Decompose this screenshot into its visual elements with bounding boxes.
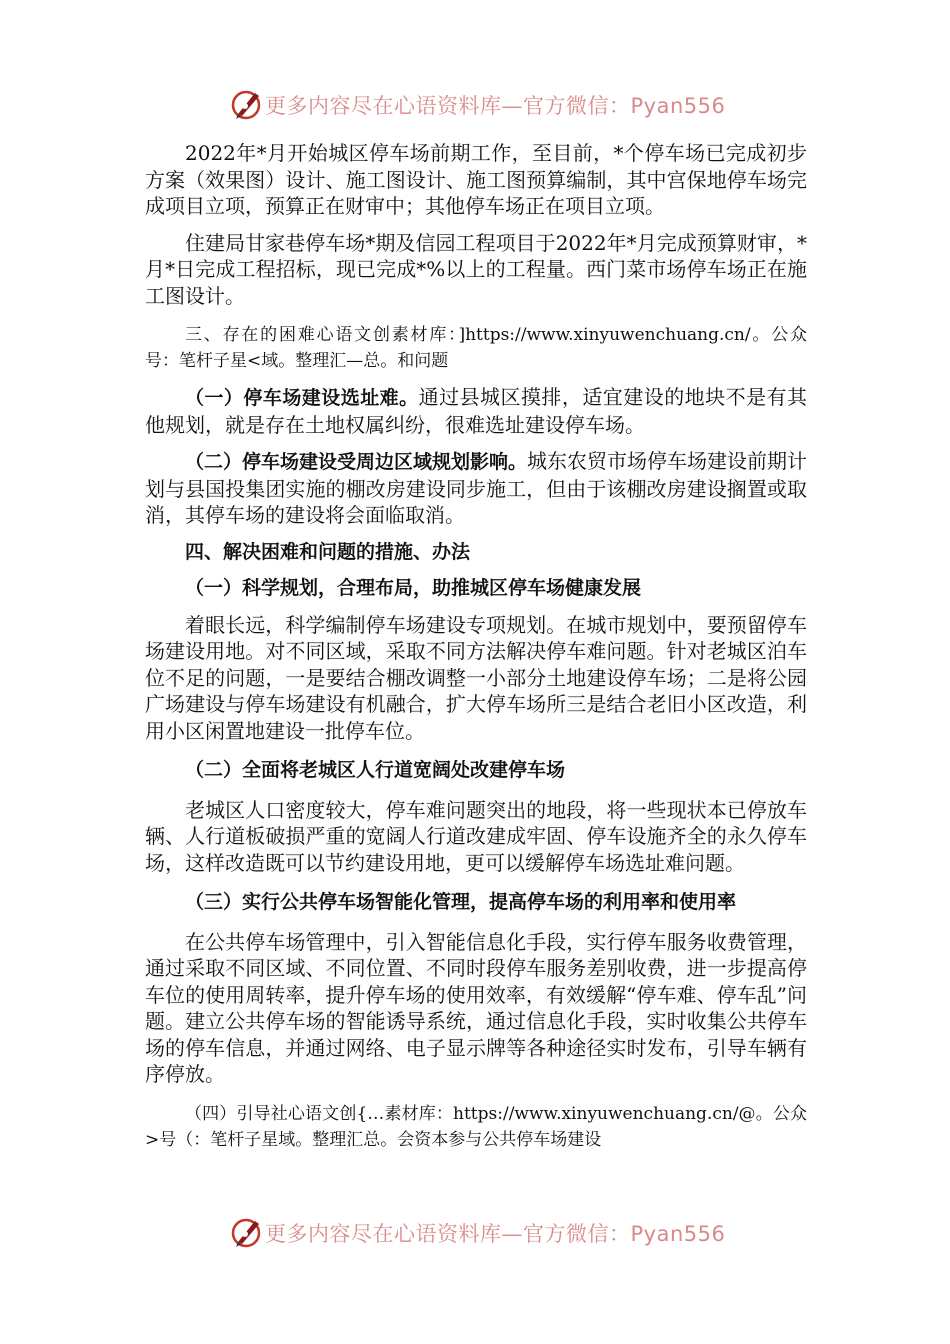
section-heading-3: 三、存在的困难心语文创素材库：]https://www.xinyuwenchuang.cn/。公众号：笔杆子星<域。整理汇—总。和问题	[145, 325, 807, 371]
footer-banner	[0, 1212, 950, 1252]
paragraph: （四）引导社心语文创{…素材库：https://www.xinyuwenchuang.cn/@。公众>号（：笔杆子星域。整理汇总。会资本参与公共停车场建设	[145, 1103, 807, 1150]
paragraph: 在公共停车场管理中，引入智能信息化手段，实行停车服务收费管理，通过采取不同区域、不同位置、不同时段停车服务差别收费，进一步提高停车位的使用周转率，提升停车场的使用效率，有效缓解“停车难、停车乱”问题。建立公共停车场的智能诱导系统，通过信息化手段，实时收集公共停车场的停车信息，并通过网络、电子显示牌等各种途径实时发布，引导车辆有序停放。	[145, 929, 807, 1086]
pen-logo-icon	[229, 1215, 263, 1249]
paragraph-text: 城东农贸市场停车场建设前期计划与县国投集团实施的棚改房建设同步施工，但由于该棚改房建设搁置或取消，其停车场的建设将会面临取消。	[145, 449, 808, 527]
banner-text: 更多内容尽在心语资料库—官方微信：Pyan556	[265, 1222, 726, 1246]
document-body	[145, 140, 807, 1153]
subheading: （二）停车场建设受周边区域规划影响。	[185, 451, 528, 473]
paragraph: 2022年*月开始城区停车场前期工作，至目前，*个停车场已完成初步方案（效果图）设计、施工图设计、施工图预算编制，其中宫保地停车场完成项目立项，预算正在财审中；其他停车场正在项目立项。	[145, 141, 807, 218]
paragraph	[145, 384, 807, 438]
paragraph-text: 通过县城区摸排，适宜建设的地块不是有其他规划，就是存在土地权属纠纷，很难选址建设停车场。	[145, 385, 807, 437]
subheading: （三）实行公共停车场智能化管理，提高停车场的利用率和使用率	[185, 891, 737, 913]
paragraph: 着眼长远，科学编制停车场建设专项规划。在城市规划中，要预留停车场建设用地。对不同区域，采取不同方法解决停车难问题。针对老城区泊车位不足的问题，一是要结合棚改调整一小部分土地建设停车场；二是将公园广场建设与停车场建设有机融合，扩大停车场所三是结合老旧小区改造，利用小区闲置地建设一批停车位。	[145, 612, 807, 743]
wechat-id: Pyan556	[630, 94, 726, 118]
section-heading-4: 四、解决困难和问题的措施、办法	[185, 540, 471, 563]
header-banner	[0, 84, 950, 124]
subheading: （一）停车场建设选址难。	[185, 387, 419, 409]
banner-text: 更多内容尽在心语资料库—官方微信：Pyan556	[265, 94, 726, 118]
subheading: （二）全面将老城区人行道宽阔处改建停车场	[185, 759, 566, 781]
paragraph	[145, 448, 807, 529]
subheading: （一）科学规划，合理布局，助推城区停车场健康发展	[185, 577, 642, 599]
paragraph: 住建局甘家巷停车场*期及信园工程项目于2022年*月完成预算财审，*月*日完成工程招标，现已完成*%以上的工程量。西门菜市场停车场正在施工图设计。	[145, 230, 807, 308]
pen-logo-icon	[229, 87, 263, 121]
paragraph: 老城区人口密度较大，停车难问题突出的地段，将一些现状本已停放车辆、人行道板破损严重的宽阔人行道改建成牢固、停车设施齐全的永久停车场，这样改造既可以节约建设用地，更可以缓解停车场选址难问题。	[145, 797, 807, 875]
wechat-id: Pyan556	[630, 1222, 726, 1246]
